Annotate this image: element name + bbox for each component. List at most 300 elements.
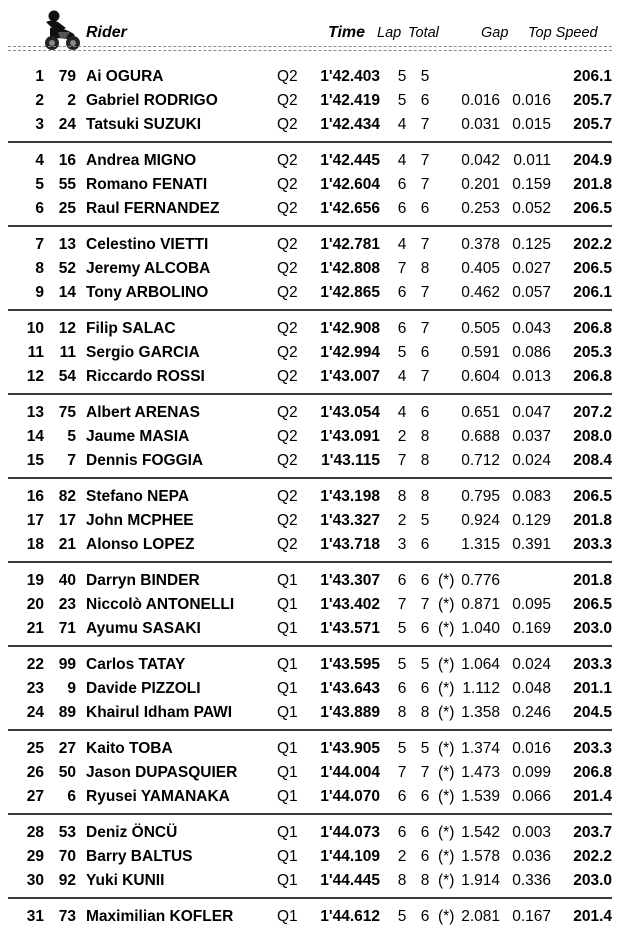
gap-first-cell: 0.591 [461, 344, 500, 361]
total-laps-cell: 8 [420, 428, 430, 445]
top-speed-cell: 206.5 [573, 260, 612, 277]
gap-previous-cell: 0.336 [512, 872, 551, 889]
table-row [0, 905, 620, 928]
note-cell: (*) [438, 872, 455, 889]
group-divider [8, 141, 612, 143]
session-cell: Q2 [277, 428, 298, 445]
gap-first-cell: 1.315 [461, 536, 500, 553]
total-laps-cell: 8 [420, 704, 430, 721]
total-laps-cell: 8 [420, 488, 430, 505]
position-cell: 21 [26, 620, 44, 637]
note-cell: (*) [438, 740, 455, 757]
table-row [0, 737, 620, 760]
top-speed-cell: 207.2 [573, 404, 612, 421]
lap-cell: 6 [397, 824, 407, 841]
total-laps-cell: 8 [420, 260, 430, 277]
lap-time-cell: 1'43.571 [320, 620, 380, 637]
lap-time-cell: 1'43.889 [320, 704, 380, 721]
top-speed-cell: 206.8 [573, 764, 612, 781]
gap-first-cell: 0.031 [461, 116, 500, 133]
table-row [0, 365, 620, 388]
bike-number-cell: 99 [58, 656, 76, 673]
lap-cell: 7 [397, 764, 407, 781]
top-speed-cell: 208.4 [573, 452, 612, 469]
top-speed-cell: 206.5 [573, 488, 612, 505]
gap-previous-cell: 0.099 [512, 764, 551, 781]
top-speed-cell: 201.4 [573, 788, 612, 805]
lap-time-cell: 1'44.004 [320, 764, 380, 781]
total-laps-cell: 7 [420, 596, 430, 613]
note-cell: (*) [438, 572, 455, 589]
position-cell: 15 [26, 452, 44, 469]
position-cell: 29 [26, 848, 44, 865]
session-cell: Q2 [277, 536, 298, 553]
gap-first-cell: 0.651 [461, 404, 500, 421]
lap-cell: 6 [397, 284, 407, 301]
gap-previous-cell: 0.086 [512, 344, 551, 361]
total-column-header: Total [408, 25, 439, 41]
bike-number-cell: 71 [58, 620, 76, 637]
position-cell: 16 [26, 488, 44, 505]
note-cell: (*) [438, 620, 455, 637]
total-laps-cell: 6 [420, 344, 430, 361]
group-divider [8, 813, 612, 815]
group-divider [8, 393, 612, 395]
lap-cell: 6 [397, 788, 407, 805]
group-divider [8, 477, 612, 479]
position-cell: 22 [26, 656, 44, 673]
gap-first-cell: 0.924 [461, 512, 500, 529]
rider-name-cell: Maximilian KOFLER [86, 908, 234, 925]
top-speed-cell: 205.7 [573, 92, 612, 109]
total-laps-cell: 6 [420, 404, 430, 421]
lap-cell: 2 [397, 428, 407, 445]
rider-name-cell: Tatsuki SUZUKI [86, 116, 202, 133]
top-speed-cell: 203.3 [573, 536, 612, 553]
note-cell: (*) [438, 596, 455, 613]
bike-number-cell: 24 [58, 116, 76, 133]
gap-first-cell: 1.358 [461, 704, 500, 721]
gap-first-cell: 1.578 [461, 848, 500, 865]
rider-name-cell: Carlos TATAY [86, 656, 186, 673]
table-row [0, 677, 620, 700]
session-cell: Q2 [277, 116, 298, 133]
gap-first-cell: 0.042 [461, 152, 500, 169]
gap-previous-cell: 0.024 [512, 452, 551, 469]
position-cell: 4 [35, 152, 44, 169]
lap-time-cell: 1'44.073 [320, 824, 380, 841]
lap-cell: 8 [397, 872, 407, 889]
bike-number-cell: 92 [58, 872, 76, 889]
rider-name-cell: Andrea MIGNO [86, 152, 197, 169]
gap-previous-cell: 0.167 [512, 908, 551, 925]
lap-cell: 6 [397, 320, 407, 337]
note-cell: (*) [438, 824, 455, 841]
gap-previous-cell: 0.015 [512, 116, 551, 133]
table-row [0, 509, 620, 532]
position-cell: 19 [26, 572, 44, 589]
lap-time-cell: 1'42.908 [320, 320, 380, 337]
rider-name-cell: Kaito TOBA [86, 740, 173, 757]
rider-name-cell: Riccardo ROSSI [86, 368, 205, 385]
lap-time-cell: 1'43.054 [320, 404, 380, 421]
gap-previous-cell: 0.048 [512, 680, 551, 697]
gap-previous-cell: 0.159 [512, 176, 551, 193]
top-speed-cell: 205.7 [573, 116, 612, 133]
rider-name-cell: Romano FENATI [86, 176, 208, 193]
gap-previous-cell: 0.169 [512, 620, 551, 637]
table-row [0, 341, 620, 364]
table-row [0, 701, 620, 724]
gap-first-cell: 0.871 [461, 596, 500, 613]
position-cell: 27 [26, 788, 44, 805]
top-speed-cell: 203.0 [573, 620, 612, 637]
gap-first-cell: 0.253 [461, 200, 500, 217]
gap-first-cell: 0.776 [461, 572, 500, 589]
top-speed-cell: 204.9 [573, 152, 612, 169]
gap-previous-cell: 0.027 [512, 260, 551, 277]
gap-previous-cell: 0.057 [512, 284, 551, 301]
position-cell: 6 [35, 200, 44, 217]
lap-time-cell: 1'42.994 [320, 344, 380, 361]
lap-cell: 6 [397, 680, 407, 697]
top-speed-column-header: Top Speed [528, 25, 598, 41]
top-speed-cell: 202.2 [573, 236, 612, 253]
position-cell: 30 [26, 872, 44, 889]
lap-time-cell: 1'42.419 [320, 92, 380, 109]
gap-previous-cell: 0.246 [512, 704, 551, 721]
bike-number-cell: 40 [58, 572, 76, 589]
header-divider [8, 46, 612, 47]
gap-previous-cell: 0.024 [512, 656, 551, 673]
rider-name-cell: Celestino VIETTI [86, 236, 209, 253]
total-laps-cell: 5 [420, 740, 430, 757]
top-speed-cell: 206.5 [573, 596, 612, 613]
total-laps-cell: 8 [420, 872, 430, 889]
bike-number-cell: 73 [58, 908, 76, 925]
bike-number-cell: 89 [58, 704, 76, 721]
total-laps-cell: 8 [420, 452, 430, 469]
top-speed-cell: 203.3 [573, 740, 612, 757]
bike-number-cell: 17 [58, 512, 76, 529]
total-laps-cell: 6 [420, 824, 430, 841]
rider-name-cell: John MCPHEE [86, 512, 194, 529]
session-cell: Q2 [277, 284, 298, 301]
rider-name-cell: Raul FERNANDEZ [86, 200, 220, 217]
gap-first-cell: 0.795 [461, 488, 500, 505]
gap-previous-cell: 0.129 [512, 512, 551, 529]
total-laps-cell: 6 [420, 680, 430, 697]
position-cell: 25 [26, 740, 44, 757]
note-cell: (*) [438, 656, 455, 673]
lap-cell: 5 [397, 344, 407, 361]
total-laps-cell: 7 [420, 284, 430, 301]
lap-cell: 6 [397, 572, 407, 589]
total-laps-cell: 6 [420, 908, 430, 925]
position-cell: 5 [35, 176, 44, 193]
lap-time-cell: 1'43.595 [320, 656, 380, 673]
position-cell: 1 [35, 68, 44, 85]
rider-name-cell: Khairul Idham PAWI [86, 704, 233, 721]
top-speed-cell: 203.0 [573, 872, 612, 889]
session-cell: Q2 [277, 152, 298, 169]
table-row [0, 761, 620, 784]
lap-time-cell: 1'43.643 [320, 680, 380, 697]
session-cell: Q2 [277, 452, 298, 469]
total-laps-cell: 7 [420, 764, 430, 781]
group-divider [8, 645, 612, 647]
table-row [0, 317, 620, 340]
total-laps-cell: 7 [420, 116, 430, 133]
rider-name-cell: Ai OGURA [86, 68, 164, 85]
lap-cell: 4 [397, 368, 407, 385]
table-row [0, 533, 620, 556]
table-row [0, 845, 620, 868]
total-laps-cell: 6 [420, 788, 430, 805]
bike-number-cell: 53 [58, 824, 76, 841]
table-row [0, 65, 620, 88]
session-cell: Q1 [277, 656, 298, 673]
gap-previous-cell: 0.043 [512, 320, 551, 337]
total-laps-cell: 7 [420, 368, 430, 385]
gap-first-cell: 1.914 [461, 872, 500, 889]
lap-cell: 3 [397, 536, 407, 553]
table-row [0, 593, 620, 616]
total-laps-cell: 6 [420, 572, 430, 589]
gap-first-cell: 1.542 [461, 824, 500, 841]
session-cell: Q1 [277, 848, 298, 865]
gap-first-cell: 1.112 [462, 680, 500, 697]
table-row [0, 257, 620, 280]
rider-name-cell: Jaume MASIA [86, 428, 190, 445]
position-cell: 7 [35, 236, 44, 253]
bike-number-cell: 2 [67, 92, 76, 109]
table-row [0, 233, 620, 256]
gap-first-cell: 0.201 [461, 176, 500, 193]
table-row [0, 821, 620, 844]
session-cell: Q2 [277, 200, 298, 217]
total-laps-cell: 6 [420, 200, 430, 217]
rider-name-cell: Alonso LOPEZ [86, 536, 195, 553]
session-cell: Q1 [277, 788, 298, 805]
table-row [0, 173, 620, 196]
top-speed-cell: 205.3 [573, 344, 612, 361]
group-divider [8, 729, 612, 731]
bike-number-cell: 52 [58, 260, 76, 277]
session-cell: Q1 [277, 872, 298, 889]
lap-time-cell: 1'43.402 [320, 596, 380, 613]
bike-number-cell: 75 [58, 404, 76, 421]
top-speed-cell: 202.2 [573, 848, 612, 865]
bike-number-cell: 25 [58, 200, 76, 217]
position-cell: 13 [26, 404, 44, 421]
table-row [0, 653, 620, 676]
gap-first-cell: 1.539 [461, 788, 500, 805]
total-laps-cell: 7 [420, 152, 430, 169]
position-cell: 14 [26, 428, 44, 445]
session-cell: Q1 [277, 704, 298, 721]
note-cell: (*) [438, 680, 455, 697]
rider-name-cell: Sergio GARCIA [86, 344, 200, 361]
lap-cell: 2 [397, 848, 407, 865]
lap-cell: 8 [397, 704, 407, 721]
bike-number-cell: 6 [67, 788, 76, 805]
gap-previous-cell: 0.037 [512, 428, 551, 445]
session-cell: Q2 [277, 368, 298, 385]
bike-number-cell: 79 [58, 68, 76, 85]
gap-first-cell: 1.374 [461, 740, 500, 757]
lap-cell: 8 [397, 488, 407, 505]
rider-name-cell: Niccolò ANTONELLI [86, 596, 235, 613]
lap-time-cell: 1'43.718 [320, 536, 380, 553]
session-cell: Q1 [277, 824, 298, 841]
position-cell: 9 [35, 284, 44, 301]
gap-first-cell: 0.688 [461, 428, 500, 445]
gap-previous-cell: 0.066 [512, 788, 551, 805]
rider-column-header: Rider [86, 24, 127, 41]
table-row [0, 281, 620, 304]
gap-previous-cell: 0.125 [512, 236, 551, 253]
position-cell: 10 [26, 320, 44, 337]
session-cell: Q2 [277, 260, 298, 277]
bike-number-cell: 11 [59, 344, 76, 361]
rider-name-cell: Ryusei YAMANAKA [86, 788, 230, 805]
lap-time-cell: 1'43.327 [320, 512, 380, 529]
bike-number-cell: 82 [58, 488, 76, 505]
note-cell: (*) [438, 848, 455, 865]
table-row [0, 617, 620, 640]
lap-time-cell: 1'43.198 [320, 488, 380, 505]
bike-number-cell: 50 [58, 764, 76, 781]
gap-first-cell: 0.604 [461, 368, 500, 385]
session-cell: Q2 [277, 488, 298, 505]
lap-time-cell: 1'43.307 [320, 572, 380, 589]
position-cell: 17 [26, 512, 44, 529]
total-laps-cell: 6 [420, 620, 430, 637]
table-row [0, 113, 620, 136]
position-cell: 20 [26, 596, 44, 613]
table-row [0, 197, 620, 220]
position-cell: 8 [35, 260, 44, 277]
lap-time-cell: 1'44.445 [320, 872, 380, 889]
bike-number-cell: 21 [58, 536, 76, 553]
session-cell: Q1 [277, 596, 298, 613]
position-cell: 2 [35, 92, 44, 109]
lap-cell: 4 [397, 236, 407, 253]
lap-cell: 7 [397, 260, 407, 277]
lap-cell: 7 [397, 596, 407, 613]
lap-cell: 7 [397, 452, 407, 469]
header-divider [8, 50, 612, 51]
lap-cell: 4 [397, 152, 407, 169]
rider-name-cell: Albert ARENAS [86, 404, 200, 421]
table-row [0, 785, 620, 808]
top-speed-cell: 201.8 [573, 176, 612, 193]
lap-time-cell: 1'42.445 [320, 152, 380, 169]
gap-previous-cell: 0.011 [513, 152, 551, 169]
rider-name-cell: Gabriel RODRIGO [86, 92, 218, 109]
top-speed-cell: 201.1 [573, 680, 612, 697]
gap-first-cell: 1.473 [461, 764, 500, 781]
lap-time-cell: 1'43.091 [320, 428, 380, 445]
bike-number-cell: 27 [58, 740, 76, 757]
gap-first-cell: 1.040 [461, 620, 500, 637]
gap-previous-cell: 0.016 [512, 92, 551, 109]
table-row [0, 449, 620, 472]
total-laps-cell: 5 [420, 512, 430, 529]
time-column-header: Time [328, 24, 366, 41]
gap-first-cell: 0.712 [461, 452, 500, 469]
bike-number-cell: 54 [58, 368, 76, 385]
rider-name-cell: Stefano NEPA [86, 488, 190, 505]
bike-number-cell: 5 [67, 428, 76, 445]
gap-previous-cell: 0.013 [512, 368, 551, 385]
session-cell: Q2 [277, 344, 298, 361]
rider-name-cell: Davide PIZZOLI [86, 680, 201, 697]
session-cell: Q2 [277, 236, 298, 253]
rider-name-cell: Yuki KUNII [86, 872, 165, 889]
lap-cell: 5 [397, 92, 407, 109]
top-speed-cell: 203.7 [573, 824, 612, 841]
gap-previous-cell: 0.052 [512, 200, 551, 217]
lap-time-cell: 1'42.656 [320, 200, 380, 217]
total-laps-cell: 6 [420, 536, 430, 553]
gap-previous-cell: 0.391 [512, 536, 551, 553]
gap-previous-cell: 0.095 [512, 596, 551, 613]
session-cell: Q1 [277, 680, 298, 697]
lap-time-cell: 1'44.109 [320, 848, 380, 865]
top-speed-cell: 206.5 [573, 200, 612, 217]
table-row [0, 869, 620, 892]
note-cell: (*) [438, 908, 455, 925]
total-laps-cell: 7 [420, 320, 430, 337]
top-speed-cell: 201.4 [573, 908, 612, 925]
lap-cell: 5 [397, 68, 407, 85]
gap-column-header: Gap [481, 25, 509, 41]
table-row [0, 485, 620, 508]
top-speed-cell: 206.1 [573, 284, 612, 301]
total-laps-cell: 5 [420, 68, 430, 85]
total-laps-cell: 7 [420, 236, 430, 253]
position-cell: 3 [35, 116, 44, 133]
lap-time-cell: 1'42.808 [320, 260, 380, 277]
table-row [0, 149, 620, 172]
total-laps-cell: 6 [420, 848, 430, 865]
bike-number-cell: 7 [67, 452, 76, 469]
gap-first-cell: 0.505 [461, 320, 500, 337]
session-cell: Q2 [277, 92, 298, 109]
bike-number-cell: 12 [58, 320, 76, 337]
lap-time-cell: 1'43.007 [320, 368, 380, 385]
rider-name-cell: Barry BALTUS [86, 848, 193, 865]
gap-previous-cell: 0.016 [512, 740, 551, 757]
lap-cell: 5 [397, 740, 407, 757]
lap-cell: 5 [397, 908, 407, 925]
total-laps-cell: 5 [420, 656, 430, 673]
lap-cell: 4 [397, 116, 407, 133]
table-row [0, 89, 620, 112]
session-cell: Q1 [277, 908, 298, 925]
top-speed-cell: 206.8 [573, 320, 612, 337]
bike-number-cell: 14 [58, 284, 76, 301]
group-divider [8, 561, 612, 563]
position-cell: 31 [26, 908, 44, 925]
session-cell: Q2 [277, 176, 298, 193]
lap-column-header: Lap [377, 25, 402, 41]
group-divider [8, 897, 612, 899]
rider-name-cell: Darryn BINDER [86, 572, 200, 589]
gap-previous-cell: 0.036 [512, 848, 551, 865]
